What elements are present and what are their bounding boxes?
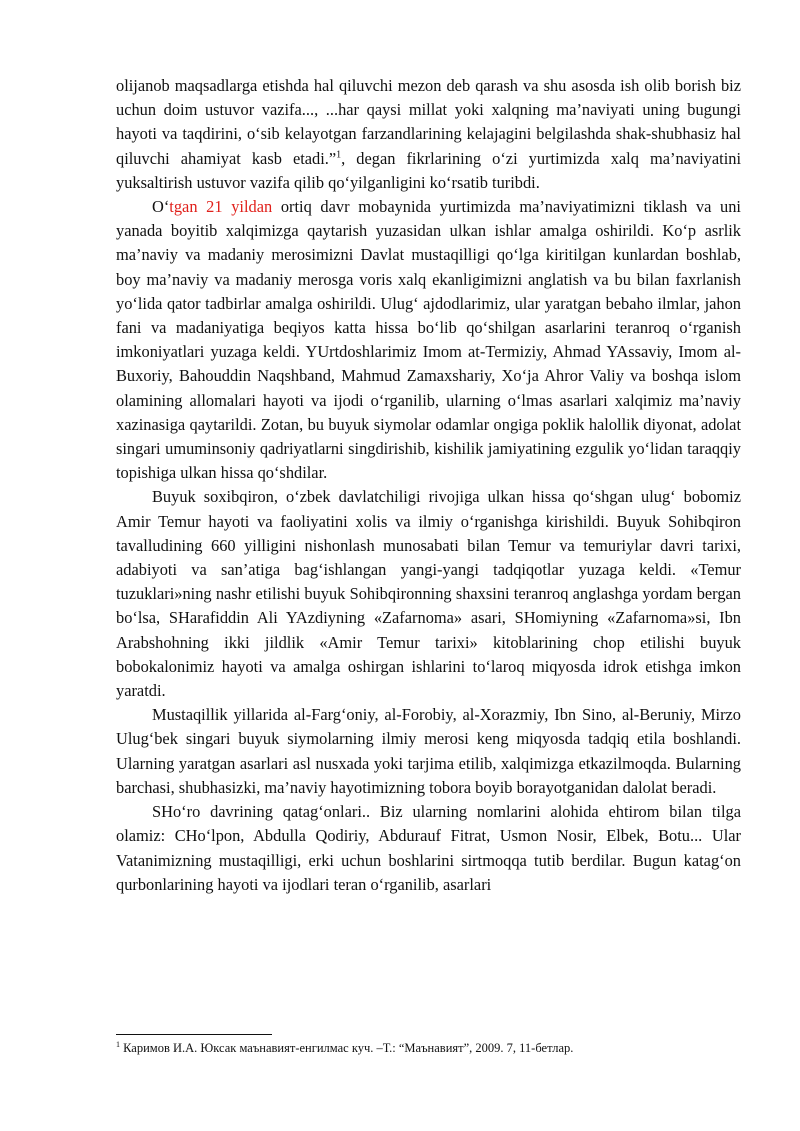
document-body <box>116 74 741 897</box>
footnote-number: 1 <box>116 1039 120 1049</box>
paragraph-1 <box>116 74 741 195</box>
paragraph-text: ortiq davr mobaynida yurtimizda ma’naviyatimizni tiklash va uni yanada boyitib xalqimizga qaytarish yuzasidan ulkan ishlar amalga oshirildi. Ko‘p asrlik ma’naviy va madaniy merosimizni Davlat mustaqilligi qo‘lga kiritilgan kunlardan boshlab, boy ma’naviy va madaniy merosga voris xalq ekanligimizni anglatish va bu bilan faxrlanish yo‘lida qator tadbirlar amalga oshirildi. Ulug‘ ajdodlarimiz, ular yaratgan bebaho ilmlar, jahon fani va madaniyatiga beqiyos katta hissa bo‘lib qo‘shilgan asarlarini teranroq o‘rganish imkoniyatlari yuzaga keldi. YUrtdoshlarimiz Imom at-Termiziy, Ahmad YAssaviy, Imom al-Buxoriy, Bahouddin Naqshband, Mahmud Zamaxshariy, Xo‘ja Ahror Valiy va boshqa islom olamining allomalari hayoti va ijodi o‘rganilib, ularning o‘lmas asarlari xalqimiz ma’naviy xazinasiga qaytarildi. Zotan, bu buyuk siymolar odamlar ongiga poklik halollik diyonat, adolat singari umuminsoniy qadriyatlarni singdirishib, kishilik jamiyatining ezgulik yo‘lidan taraqqiy topishiga ulkan hissa qo‘shdilar. <box>116 197 741 483</box>
paragraph-2 <box>116 195 741 485</box>
paragraph-text: olijanob maqsadlarga etishda hal qiluvchi mezon deb qarash va shu asosda ish olib borish biz uchun doim ustuvor vazifa..., ...har qaysi millat yoki xalqning ma’naviyati uning bugungi hayoti va taqdirini, o‘sib kelayotgan farzandlarining kelajagini belgilashda shak-shubhasiz hal qiluvchi ahamiyat kasb etadi.” <box>116 76 741 168</box>
paragraph-text: , degan fikrlarining o‘zi yurtimizda xalq ma’naviyatini yuksaltirish ustuvor vazifa qilib qo‘yilganligini ko‘rsatib turibdi. <box>116 148 741 192</box>
paragraph-5: SHo‘ro davrining qatag‘onlari.. Biz ularning nomlarini alohida ehtirom bilan tilga olamiz: CHo‘lpon, Abdulla Qodiriy, Abdurauf Fitrat, Usmon Nosir, Elbek, Botu... Ular Vatanimizning mustaqilligi, erki uchun boshlarini sirtmoqqa tutib berdilar. Bugun katag‘on qurbonlarining hayoti va ijodlari teran o‘rganilib, asarlari <box>116 802 741 894</box>
paragraph-4: Mustaqillik yillarida al-Farg‘oniy, al-Forobiy, al-Xorazmiy, Ibn Sino, al-Beruniy, Mirzo Ulug‘bek singari buyuk siymolarning ilmiy merosi keng miqyosda tadqiq etila boshlandi. Ularning yaratgan asarlari asl nusxada yoki tarjima etilib, xalqimizga etkazilmoqda. Bularning barchasi, shubhasizki, ma’naviy hayotimizning tobora boyib borayotganidan dalolat beradi. <box>116 705 741 797</box>
paragraph-lead: O‘ <box>152 197 170 217</box>
footnote-divider <box>116 1034 272 1035</box>
highlighted-text: tgan 21 yildan <box>169 197 273 217</box>
paragraph-3: Buyuk soxibqiron, o‘zbek davlatchiligi rivojiga ulkan hissa qo‘shgan ulug‘ bobomiz Amir Temur hayoti va faoliyatini xolis va ilmiy o‘rganishga kirishildi. Buyuk Sohibqiron tavalludining 660 yilligini nishonlash munosabati bilan Temur va temuriylar davri tarixi, adabiyoti va san’atiga bag‘ishlangan yangi-yangi tadqiqotlar yuzaga keldi. «Temur tuzuklari»ning nashr etilishi buyuk Sohibqironning shaxsini teranroq anglashga yordam bergan bo‘lsa, SHarafiddin Ali YAzdiyning «Zafarnoma» asari, SHomiyning «Zafarnoma»si, Ibn Arabshohning ikki jildlik «Amir Temur tarixi» kitoblarining chop etilishi buyuk bobokalonimiz hayoti va amalga oshirgan ishlarini to‘laroq miqyosda idrok etishga imkon yaratdi. <box>116 487 741 701</box>
footnote-reference[interactable]: 1 <box>336 149 342 161</box>
footnote <box>116 1040 741 1056</box>
footnote-text: Каримов И.А. Юксак маънавият-енгилмас куч. –Т.: “Маънавият”, 2009. 7, 11-бетлар. <box>120 1041 574 1055</box>
